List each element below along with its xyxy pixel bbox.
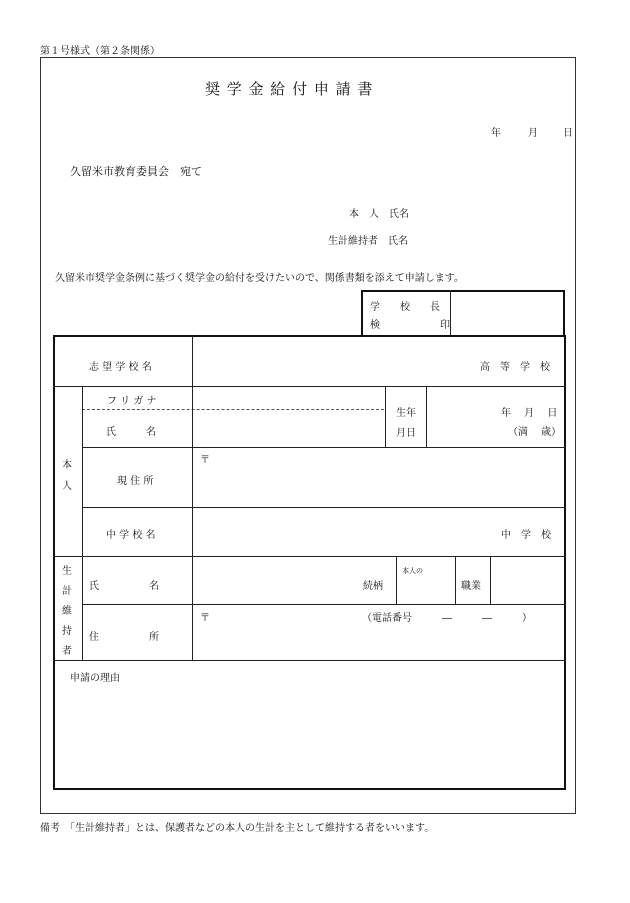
guardian-address-label: 住 所 [89, 632, 159, 643]
reason-label: 申請の理由 [70, 673, 120, 684]
col-line-birth-right [426, 386, 427, 447]
junior-high-suffix: 中 学 校 [501, 530, 551, 541]
birth-label-1: 生年 [396, 408, 416, 419]
self-label-1: 本 [62, 460, 72, 471]
birth-label-2: 月日 [396, 428, 416, 439]
furigana-label: フ リ ガ ナ [107, 396, 157, 407]
occupation-label: 職業 [461, 581, 481, 592]
row-line-2 [82, 447, 566, 448]
row-line-3 [82, 507, 566, 508]
date-day-label: 日 [563, 128, 573, 139]
principal-label: 学 校 長 [370, 302, 440, 313]
addressee: 久留米市教育委員会 宛て [70, 165, 202, 178]
age-field[interactable]: （満 歳） [508, 427, 562, 438]
furigana-field[interactable] [194, 388, 384, 408]
postal-mark: 〒 [200, 455, 210, 466]
col-line-self [82, 386, 83, 556]
guardian-char-5: 者 [62, 646, 72, 657]
col-line-label [192, 335, 193, 660]
seal-label: 検 印 [370, 320, 450, 331]
guardian-postal-mark: 〒 [200, 613, 210, 624]
col-line-guardian [82, 556, 83, 660]
reason-field[interactable] [56, 686, 564, 788]
phone-label: （電話番号 ― ― ） [362, 613, 532, 624]
guardian-char-4: 持 [62, 626, 72, 637]
self-label-2: 人 [62, 481, 72, 492]
relationship-label: 続柄 [363, 581, 383, 592]
guardian-name-row-label: 氏 名 [89, 581, 159, 592]
guardian-char-2: 計 [62, 586, 72, 597]
date-month-label: 月 [528, 128, 538, 139]
address-field[interactable] [194, 449, 564, 506]
col-line-birth-left [385, 386, 386, 447]
relation-to-self-label: 本人の [402, 567, 423, 575]
guardian-address-field[interactable] [194, 606, 564, 659]
relationship-field[interactable] [398, 576, 454, 603]
applicant-name-label: 本 人 氏名 [349, 209, 409, 220]
furigana-divider [82, 409, 384, 410]
desired-school-label: 志 望 学 校 名 [89, 362, 152, 373]
guardian-char-1: 生 [62, 566, 72, 577]
name-label: 氏 名 [106, 427, 156, 438]
row-line-1 [53, 386, 566, 387]
guardian-char-3: 維 [62, 606, 72, 617]
row-line-6 [53, 660, 566, 661]
desired-school-suffix: 高 等 学 校 [480, 362, 550, 373]
birth-date-field[interactable]: 年 月 日 [501, 408, 558, 419]
junior-high-label: 中 学 校 名 [106, 530, 156, 541]
seal-divider [450, 290, 451, 336]
page-title: 奨 学 金 給 付 申 請 書 [205, 80, 374, 98]
applicant-name-field[interactable] [194, 411, 384, 446]
footnote: 備考 「生計維持者」とは、保護者などの本人の生計を主として維持する者をいいます。 [40, 823, 435, 834]
row-line-5 [82, 604, 566, 605]
intro-text: 久留米市奨学金条例に基づく奨学金の給付を受けたいので、関係書類を添えて申請します。 [55, 273, 464, 284]
form-number: 第１号様式（第２条関係） [40, 46, 160, 57]
col-line-relation-right [455, 556, 456, 604]
occupation-field[interactable] [492, 558, 564, 603]
guardian-name-field[interactable] [194, 558, 354, 603]
date-year-label: 年 [491, 128, 501, 139]
address-label: 現 住 所 [117, 476, 154, 487]
guardian-name-label: 生計維持者 氏名 [328, 236, 408, 247]
col-line-relation-left [396, 556, 397, 604]
col-line-occupation [490, 556, 491, 604]
